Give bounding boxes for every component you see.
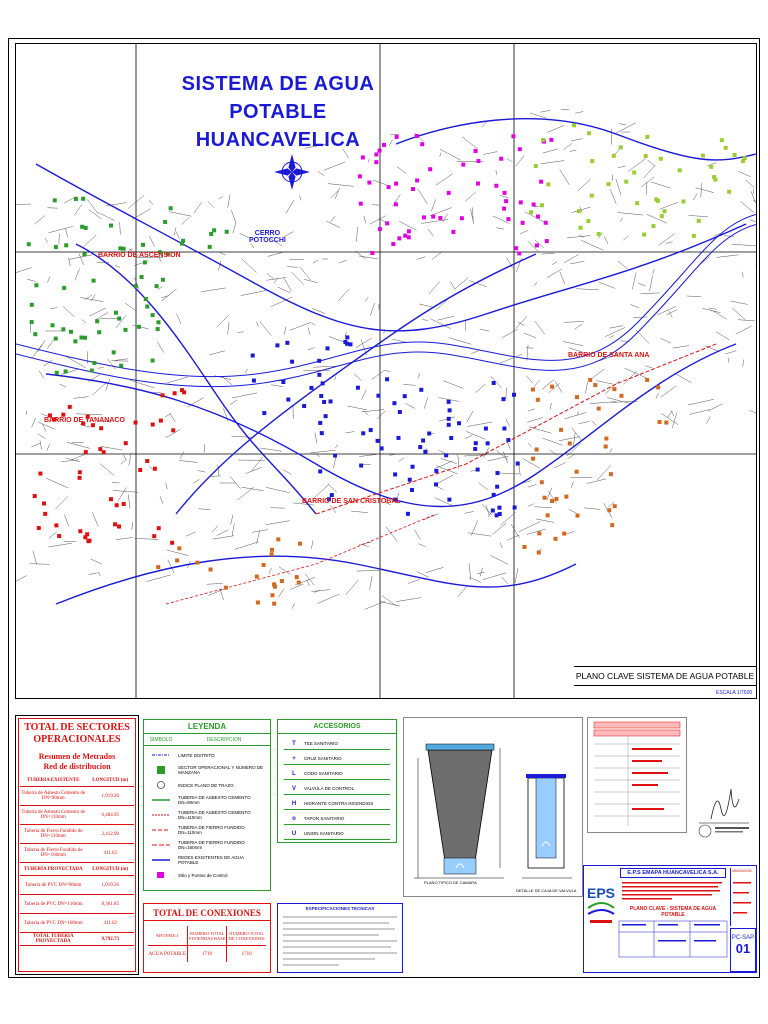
lamina-number: 01 — [735, 941, 751, 956]
total-row: TOTAL TUBERIA PROYECTADA 9,792.73 — [20, 933, 134, 946]
legend-row: INDICE PLANO DE TRAZO — [150, 780, 264, 790]
legend-symbol-icon — [150, 811, 172, 819]
table-row: Tuberia de Fierro Fundido de DN=160mm 411.62 — [20, 844, 134, 863]
legend-row: TUBERIA DE FIERRO FUNDIDO DN=160mm — [150, 840, 264, 850]
sectores-title: TOTAL DE SECTORES OPERACIONALES — [24, 722, 130, 745]
legend-row: Sitio y Puntos de Control — [150, 870, 264, 880]
emapa-logo — [586, 868, 616, 932]
legend-row: LIMITE DISTRITO — [150, 750, 264, 760]
leyenda-header: SIMBOLO DESCRIPCION — [144, 734, 270, 746]
table-row: Tuberia de PVC DN=90mm 1,019.26 — [20, 876, 134, 895]
datos-table — [588, 718, 686, 832]
accessory-row: o TAPON SANITARIO — [284, 813, 390, 825]
detalle-caption-1: PLANO TIPICO DE CAMARA — [424, 880, 477, 885]
lamina-code: PC-SAP — [731, 935, 755, 941]
accesorios-title: ACCESORIOS — [278, 720, 396, 734]
label-santa-ana: BARRIO DE SANTA ANA — [568, 352, 650, 359]
accessory-row: H HIDRANTE CONTRA INCENDIOS — [284, 798, 390, 810]
datos-table-panel — [587, 717, 687, 833]
label-ascension: BARRIO DE ASCENSION — [98, 252, 181, 259]
detalle-drawing — [404, 718, 582, 896]
sectores-subtitle: Resumen de Metrados Red de distribucion — [38, 752, 116, 771]
leyenda-panel — [143, 719, 271, 891]
detalle-panel — [403, 717, 583, 897]
table-row: Tuberia de PVC DN=160mm 411.62 — [20, 914, 134, 933]
title-block — [583, 865, 757, 973]
legend-row: TUBERIA DE ASBESTO CEMENTO DN=110mm — [150, 810, 264, 820]
legend-symbol-icon — [150, 826, 172, 834]
scale-label: ESCALA 1/7500 — [716, 690, 753, 696]
conexiones-title: TOTAL DE CONEXIONES — [144, 908, 270, 921]
legend-symbol-icon — [150, 796, 172, 804]
legend-row: SECTOR OPERACIONAL Y NUMERO DE MANZANA — [150, 765, 264, 775]
accessory-symbol-icon: L — [292, 770, 296, 777]
company-name: E.P.S EMAPA HUANCAVELICA S.A. — [620, 868, 726, 878]
conexiones-row: AGUA POTABLE 1710 1710 — [148, 946, 266, 962]
label-san-cristobal: BARRIO DE SAN CRISTOBAL — [302, 498, 401, 505]
legend-row: TUBERIA DE FIERRO FUNDIDO DN=110mm — [150, 825, 264, 835]
legend-symbol-icon — [150, 766, 172, 774]
project-description — [620, 880, 726, 904]
sectores-panel — [15, 715, 139, 975]
leyenda-title: LEYENDA — [144, 720, 270, 734]
legend-row: REDES EXISTENTES DE AGUA POTABLE — [150, 855, 264, 865]
accessory-row: V VALVULA DE CONTROL — [284, 783, 390, 795]
conexiones-panel — [143, 903, 271, 973]
map-title-line2: HUANCAVELICA — [195, 129, 361, 151]
map-title-line1: SISTEMA DE AGUA POTABLE — [181, 73, 375, 123]
accessory-row: U UNION SANITARIO — [284, 828, 390, 840]
detalle-caption-2: DETALLE DE CAJA DE VALVULA — [516, 888, 577, 893]
notas-text-lines — [279, 913, 403, 973]
legend-row: TUBERIA DE ASBESTO CEMENTO DN=90mm — [150, 795, 264, 805]
titleblock-grid — [618, 920, 728, 960]
drawing-sheet — [8, 38, 760, 978]
city-map — [15, 43, 757, 699]
accessory-row: L CODO SANITARIO — [284, 768, 390, 780]
accessory-symbol-icon: H — [291, 800, 297, 807]
accessory-symbol-icon: o — [292, 815, 296, 822]
notas-panel — [277, 903, 403, 973]
plano-name: PLANO CLAVE - SISTEMA DE AGUA POTABLE — [629, 906, 717, 918]
table-row: Tuberia de Fierro Fundido de DN=110mm 3,412.90 — [20, 825, 134, 844]
compass-rose-icon — [274, 154, 310, 190]
map-title — [168, 70, 388, 154]
notas-title: ESPECIFICACIONES TECNICAS — [305, 906, 375, 911]
ubicacion-box: UBICACION: — [730, 868, 756, 926]
table-row: Tuberia de PVC DN=110mm 8,361.85 — [20, 895, 134, 914]
legend-symbol-icon — [150, 841, 172, 849]
legend-symbol-icon — [150, 856, 172, 864]
legend-symbol-icon — [150, 781, 172, 789]
svg-text:EPS: EPS — [586, 885, 616, 901]
label-yananaco: BARRIO DE YANANACO — [44, 417, 125, 424]
accessory-symbol-icon: U — [291, 830, 297, 837]
legend-symbol-icon — [150, 751, 172, 759]
accessory-symbol-icon: T — [292, 740, 296, 747]
existente-header: TUBERIA EXISTENTE LONGITUD (m) — [20, 774, 134, 787]
signature-stamp — [691, 779, 757, 839]
legend-symbol-icon — [150, 871, 172, 879]
accessory-row: + CRUZ SANITARIO — [284, 753, 390, 765]
accessory-row: T TEE SANITARIO — [284, 738, 390, 750]
accessory-symbol-icon: V — [291, 785, 296, 792]
table-row: Tuberia de Asbesto Cemento de DN=90mm 1,019.26 — [20, 787, 134, 806]
accesorios-panel — [277, 719, 397, 843]
conexiones-header: SISTEMA 1 NUMERO TOTAL VIVIENDAS BASE NUMERO TOTAL DE CONEXIONES — [148, 926, 266, 946]
proyectada-header: TUBERIA PROYECTADA LONGITUD (m) — [20, 863, 134, 876]
plano-clave-caption: PLANO CLAVE SISTEMA DE AGUA POTABLE — [574, 666, 756, 686]
lamina-box — [730, 928, 756, 972]
table-row: Tuberia de Asbesto Cemento de DN=110mm 6,484.95 — [20, 806, 134, 825]
label-cerro: CERRO POTOCCHI — [249, 230, 286, 244]
accessory-symbol-icon: + — [292, 755, 296, 762]
